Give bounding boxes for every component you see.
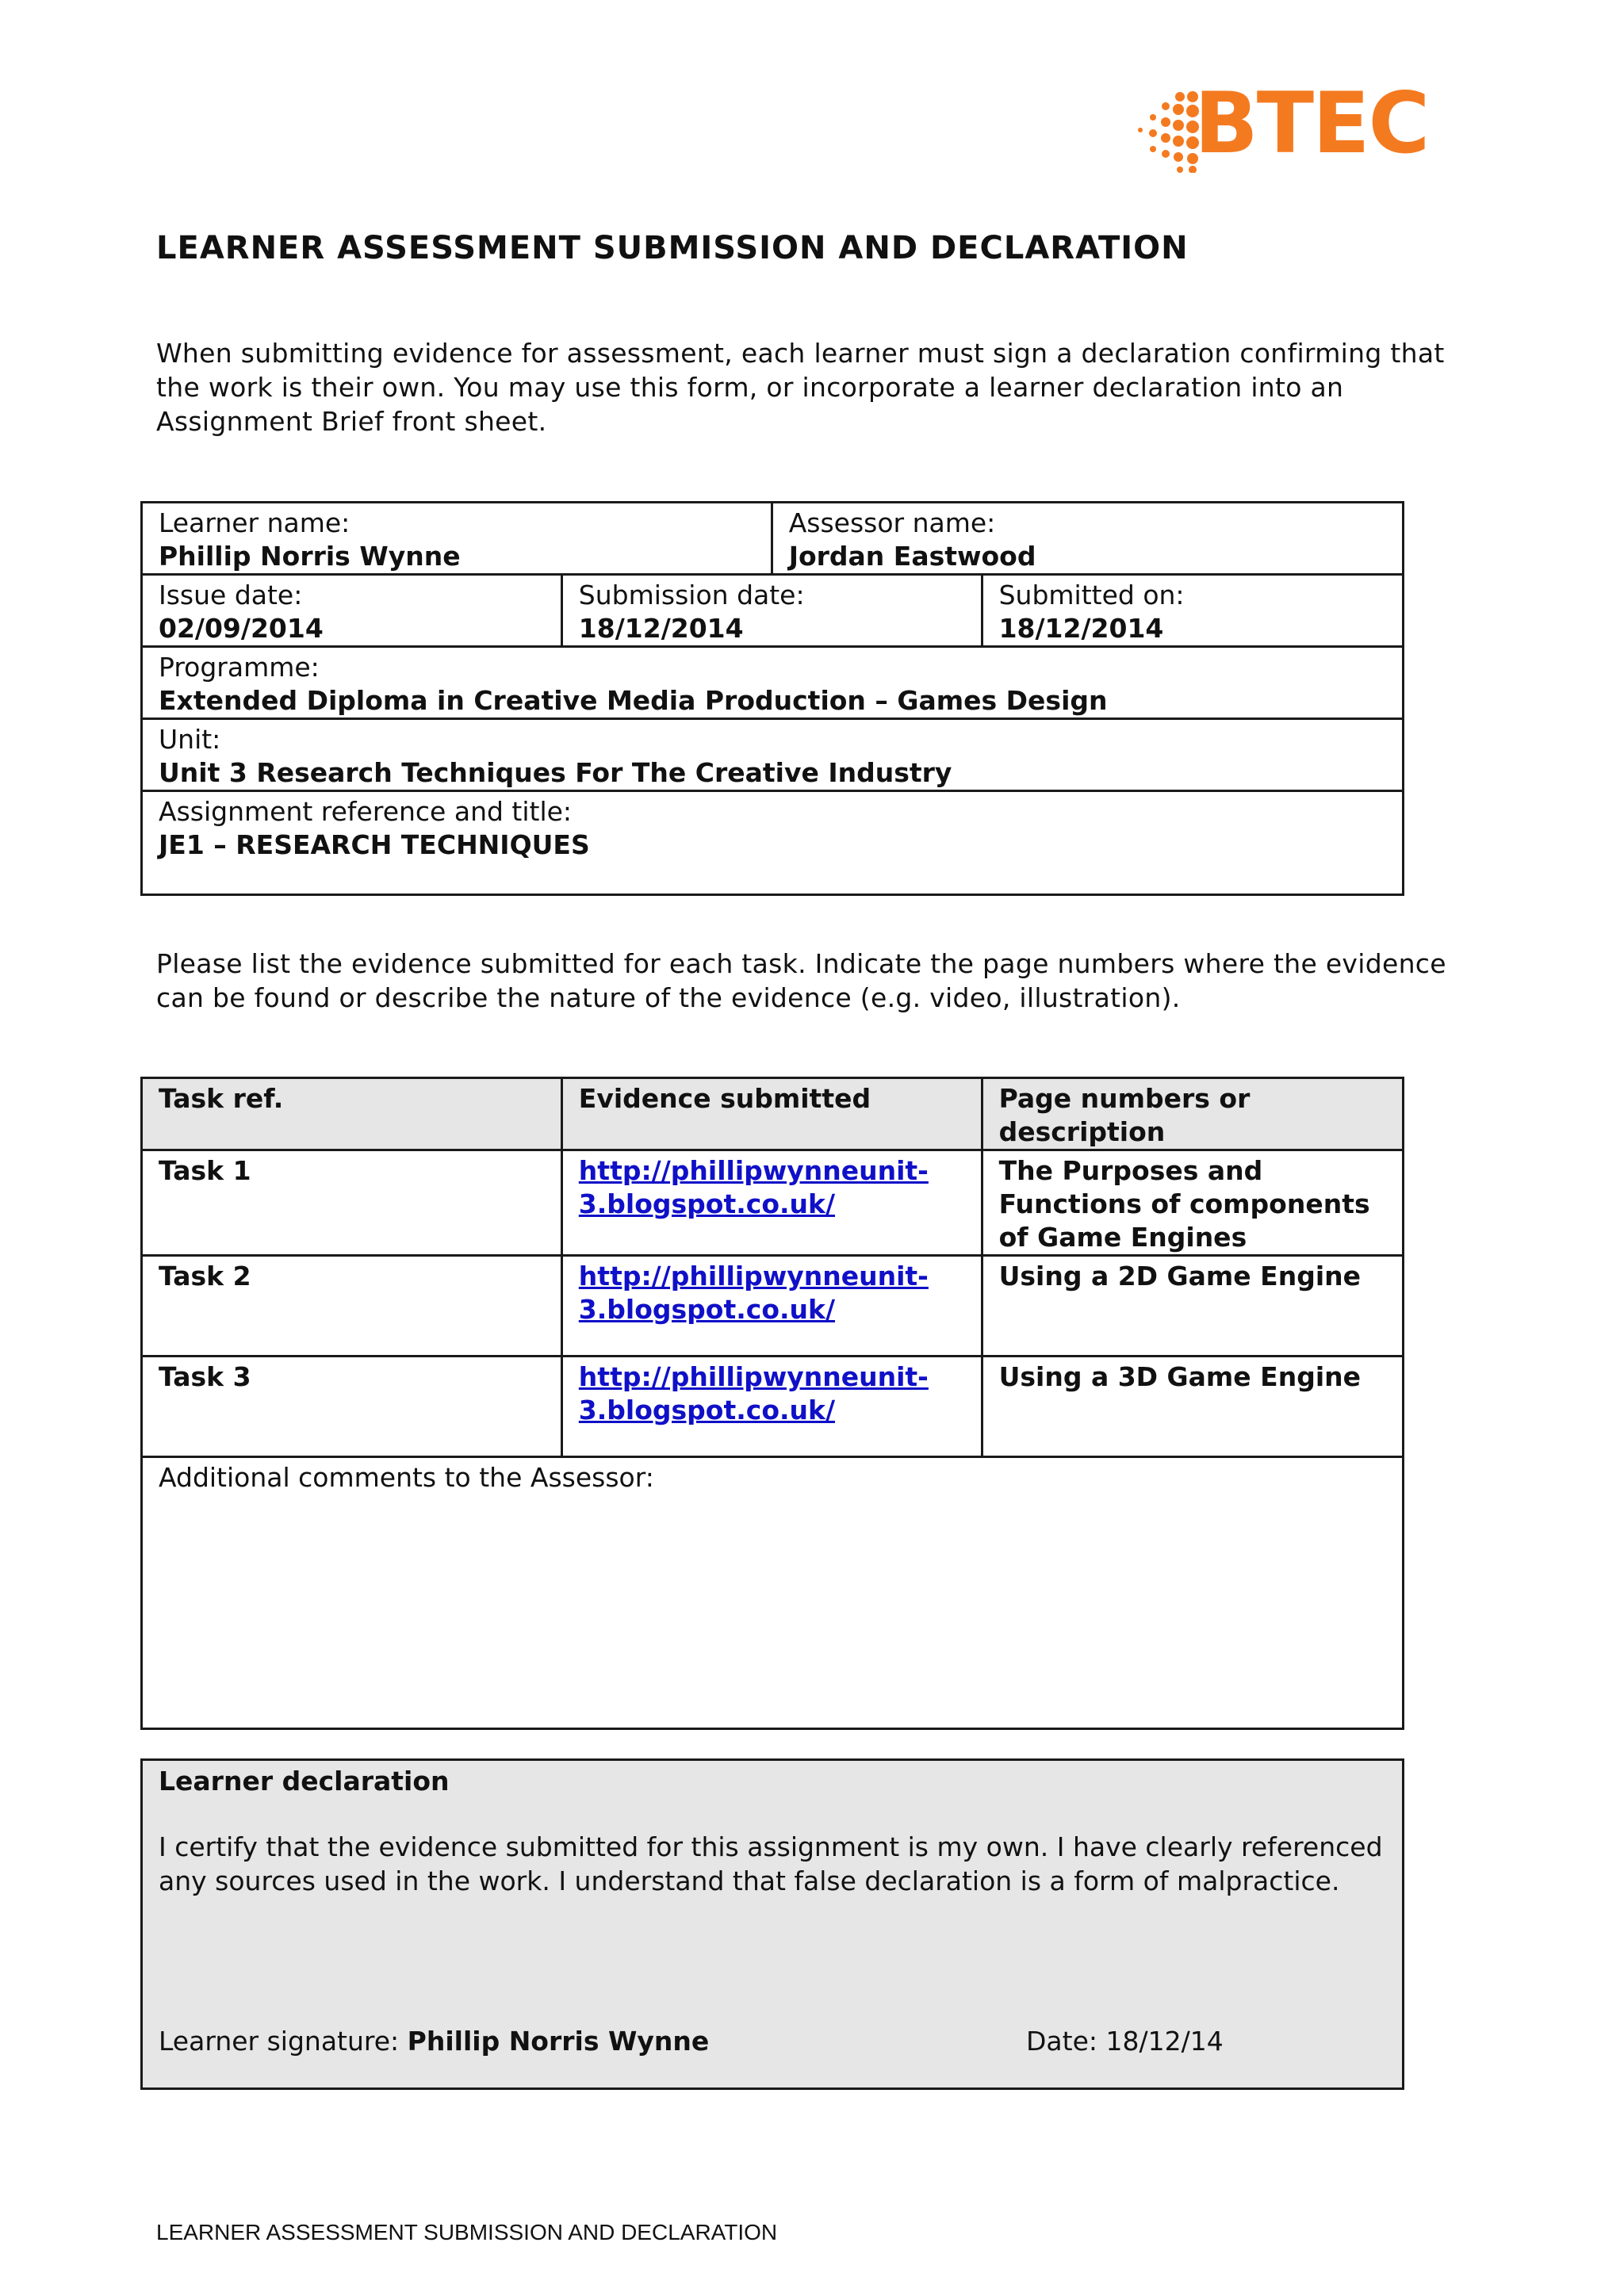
date-line (1026, 2024, 1224, 2058)
page-title: LEARNER ASSESSMENT SUBMISSION AND DECLARATION (156, 230, 1189, 266)
page-footer: LEARNER ASSESSMENT SUBMISSION AND DECLARATION (156, 2220, 778, 2244)
programme: Extended Diploma in Creative Media Production – Games Design (159, 685, 1108, 716)
submitted-on: 18/12/2014 (998, 613, 1164, 644)
issue-date-label: Issue date: (159, 580, 303, 610)
table-header-row (142, 1078, 1404, 1150)
evidence-cell (561, 1150, 982, 1256)
learner-signature: Phillip Norris Wynne (407, 2026, 710, 2057)
learner-name-cell (142, 503, 772, 575)
header-evidence: Evidence submitted (561, 1078, 982, 1150)
header-task-ref: Task ref. (142, 1078, 562, 1150)
learner-declaration-box (140, 1758, 1404, 2090)
learner-name-label: Learner name: (159, 507, 350, 538)
issue-date-cell (142, 575, 562, 647)
learner-details-table (140, 501, 1404, 896)
programme-label: Programme: (159, 652, 320, 683)
task-description: Using a 3D Game Engine (982, 1357, 1403, 1457)
assessor-name-label: Assessor name: (788, 507, 996, 538)
assignment-cell (142, 791, 1404, 895)
evidence-cell (561, 1256, 982, 1357)
submission-date-cell (561, 575, 982, 647)
assessor-name: Jordan Eastwood (788, 541, 1036, 572)
task-ref: Task 3 (142, 1357, 562, 1457)
declaration-date: 18/12/14 (1105, 2026, 1224, 2057)
programme-cell (142, 647, 1404, 719)
declaration-text: I certify that the evidence submitted for this assignment is my own. I have clearly referenced any sources used in the work. I understand that false declaration is a form of malpractice. (159, 1831, 1383, 1896)
table-row (142, 1357, 1404, 1457)
assessor-name-cell (772, 503, 1403, 575)
task-ref: Task 2 (142, 1256, 562, 1357)
unit-cell (142, 719, 1404, 791)
signature-line (159, 2024, 709, 2058)
table-row (142, 1256, 1404, 1357)
evidence-instructions: Please list the evidence submitted for each task. Indicate the page numbers where the evidence can be found or describe the nature of the evidence (e.g. video, illustration). (156, 948, 1446, 1013)
assignment-label: Assignment reference and title: (159, 796, 573, 827)
evidence-link[interactable]: http://phillipwynneunit-3.blogspot.co.uk/ (578, 1261, 929, 1325)
evidence-table (140, 1077, 1404, 1730)
submitted-on-cell (982, 575, 1403, 647)
submission-date-label: Submission date: (578, 580, 805, 610)
task-description: The Purposes and Functions of components of Game Engines (982, 1150, 1403, 1256)
header-page-numbers: Page numbers or description (982, 1078, 1403, 1150)
task-ref: Task 1 (142, 1150, 562, 1256)
comments-label: Additional comments to the Assessor: (159, 1462, 654, 1493)
table-row (142, 1150, 1404, 1256)
issue-date: 02/09/2014 (159, 613, 324, 644)
submitted-on-label: Submitted on: (998, 580, 1185, 610)
signature-label: Learner signature: (159, 2026, 408, 2057)
btec-wordmark: BTEC (1194, 75, 1429, 172)
unit: Unit 3 Research Techniques For The Creative Industry (159, 757, 952, 788)
date-label: Date: (1026, 2026, 1106, 2057)
intro-paragraph: When submitting evidence for assessment, each learner must sign a declaration confirming that the work is their own. You may use this form, or incorporate a learner declaration into an Assignment Brief front sheet. (156, 338, 1445, 437)
declaration-heading: Learner declaration (159, 1766, 450, 1797)
evidence-link[interactable]: http://phillipwynneunit-3.blogspot.co.uk/ (578, 1155, 929, 1219)
comments-cell (142, 1457, 1404, 1729)
btec-logo (1124, 75, 1429, 182)
assignment-title: JE1 – RESEARCH TECHNIQUES (159, 829, 590, 860)
evidence-cell (561, 1357, 982, 1457)
task-description: Using a 2D Game Engine (982, 1256, 1403, 1357)
unit-label: Unit: (159, 724, 221, 755)
dot-grid-icon (1124, 86, 1204, 173)
learner-name: Phillip Norris Wynne (159, 541, 461, 572)
evidence-link[interactable]: http://phillipwynneunit-3.blogspot.co.uk/ (578, 1361, 929, 1425)
submission-date: 18/12/2014 (578, 613, 744, 644)
